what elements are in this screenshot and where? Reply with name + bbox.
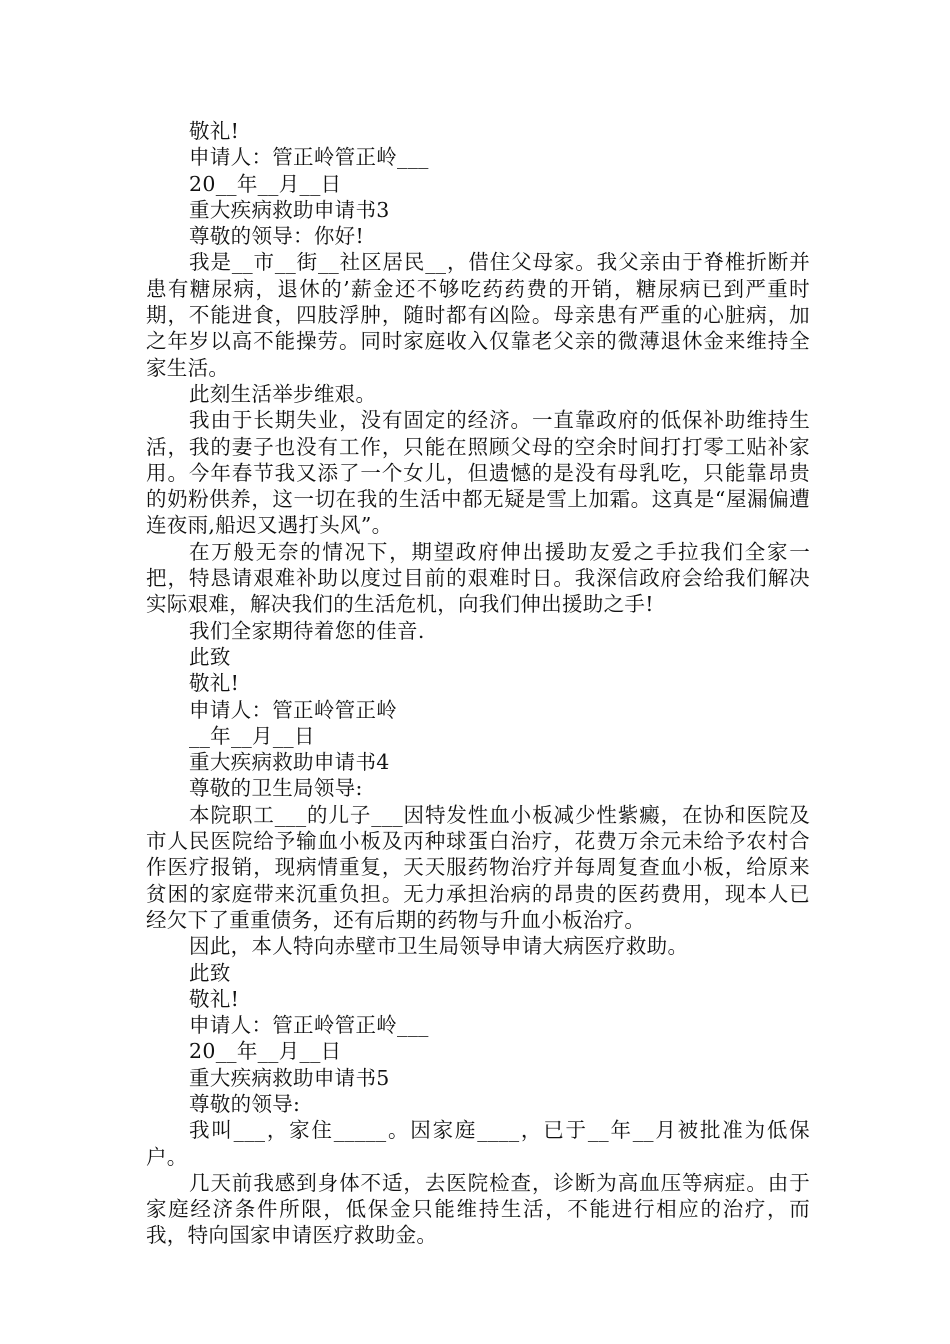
closing-salute: 敬礼! (189, 986, 240, 1011)
body-paragraph: 此刻生活举步维艰。 (189, 381, 377, 406)
closing-salute: 敬礼! (189, 119, 240, 143)
salutation: 尊敬的领导: (189, 1091, 301, 1116)
salutation: 尊敬的卫生局领导: (189, 776, 363, 801)
date-line: __年__月__日 (189, 723, 315, 748)
section-title-5: 重大疾病救助申请书5 (189, 1065, 390, 1090)
body-paragraph: 我叫___，家住_____。因家庭____，已于__年__月被批准为低保户。 (146, 1118, 810, 1169)
applicant-signature: 申请人：管正岭管正岭___ (189, 1013, 429, 1038)
closing-phrase: 此致 (189, 644, 231, 669)
body-paragraph: 几天前我感到身体不适，去医院检查，诊断为高血压等病症。由于家庭经济条件所限，低保金只能维持生活，不能进行相应的治疗，而我，特向国家申请医疗救助金。 (146, 1170, 810, 1248)
body-paragraph: 因此，本人特向赤壁市卫生局领导申请大病医疗救助。 (189, 934, 689, 959)
closing-salute: 敬礼! (189, 671, 240, 696)
section-title-3: 重大疾病救助申请书3 (189, 197, 390, 222)
body-paragraph: 本院职工___的儿子___因特发性血小板减少性紫癜，在协和医院及市人民医院给予输血小板及丙种球蛋白治疗，花费万余元未给予农村合作医疗报销，现病情重复，天天服药物治疗并每周复查血小板，给原来贫困的家庭带来沉重负担。无力承担治病的昂贵的医药费用，现本人已经欠下了重重债务，还有后期的药物与升血小板治疗。 (146, 802, 810, 932)
body-paragraph: 我是__市__街__社区居民__，借住父母家。我父亲由于脊椎折断并患有糖尿病，退休的’薪金还不够吃药药费的开销，糖尿病已到严重时期，不能进食，四肢浮肿，随时都有凶险。母亲患有严重的心脏病，加之年岁以高不能操劳。同时家庭收入仅靠老父亲的微薄退休金来维持全家生活。 (146, 250, 810, 380)
date-line: 20__年__月__日 (189, 1039, 342, 1064)
body-paragraph: 我们全家期待着您的佳音. (189, 618, 425, 643)
applicant-signature: 申请人：管正岭管正岭___ (189, 145, 429, 170)
applicant-signature: 申请人：管正岭管正岭 (189, 697, 398, 722)
date-line: 20__年__月__日 (189, 171, 342, 196)
document-body (146, 118, 810, 1249)
closing-phrase: 此致 (189, 960, 231, 985)
body-paragraph: 我由于长期失业，没有固定的经济。一直靠政府的低保补助维持生活，我的妻子也没有工作，只能在照顾父母的空余时间打打零工贴补家用。今年春节我又添了一个女儿，但遗憾的是没有母乳吃，只能靠昂贵的奶粉供养，这一切在我的生活中都无疑是雪上加霜。这真是“屋漏偏遭连夜雨,船迟又遇打头风”。 (146, 408, 810, 538)
salutation: 尊敬的领导：你好! (189, 224, 364, 249)
section-title-4: 重大疾病救助申请书4 (189, 750, 390, 775)
body-paragraph: 在万般无奈的情况下，期望政府伸出援助友爱之手拉我们全家一把，特恳请艰难补助以度过目前的艰难时日。我深信政府会给我们解决实际艰难，解决我们的生活危机，向我们伸出援助之手! (146, 539, 810, 617)
